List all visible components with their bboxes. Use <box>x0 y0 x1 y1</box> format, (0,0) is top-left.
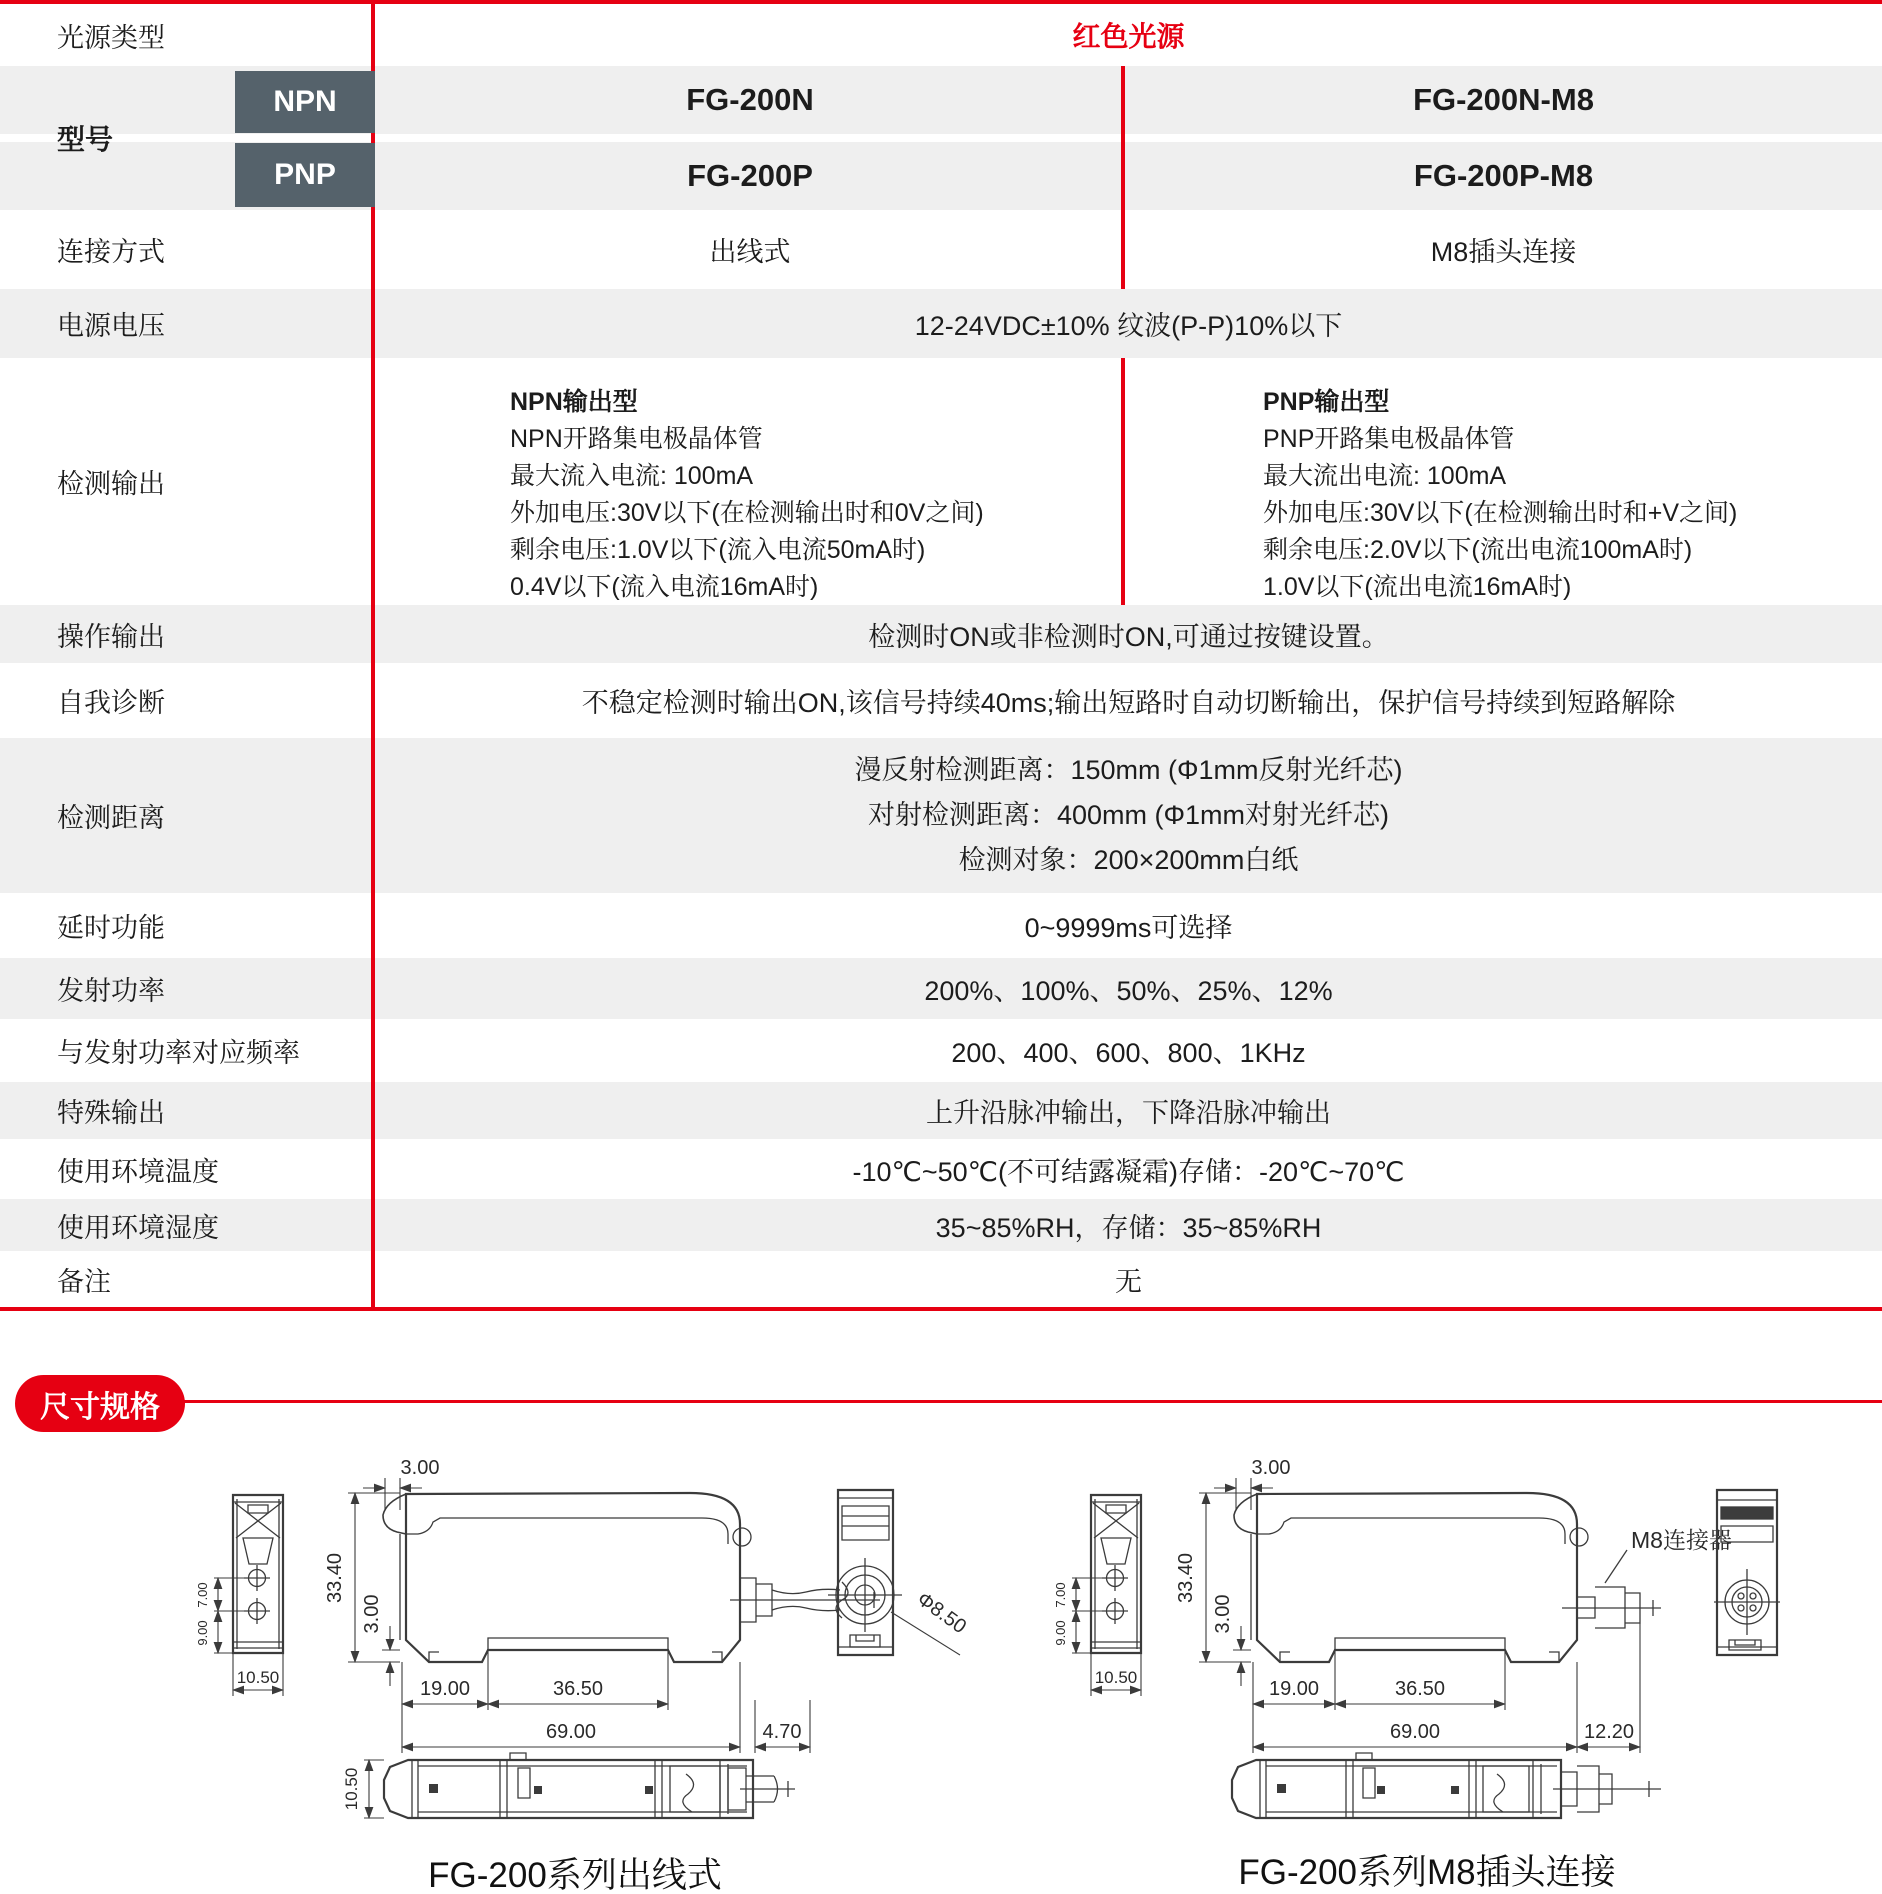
rear-view <box>828 1490 970 1655</box>
row-temperature <box>0 1139 1882 1199</box>
dim-hole-bottom: 9.00 <box>1053 1620 1068 1646</box>
table-column-divider-upper <box>1121 66 1125 289</box>
caption-wire-type: FG-200系列出线式 <box>428 1856 722 1894</box>
emission-value: 200%、100%、50%、25%、12% <box>924 976 1333 1006</box>
row-label: 电源电压 <box>57 311 165 341</box>
drawing-wire-type <box>150 1450 1030 1850</box>
row-emission <box>0 958 1882 1019</box>
table-column-divider-lower <box>1121 358 1125 605</box>
table-top-border <box>0 0 1882 4</box>
dim-rail-height: 3.00 <box>1212 1594 1234 1634</box>
row-diagnosis <box>0 663 1882 738</box>
row-model <box>0 66 1882 210</box>
row-label: 型号 <box>57 124 114 155</box>
m8-connector-label: M8连接器 <box>1631 1527 1732 1553</box>
npn-line: 0.4V以下(流入电流16mA时) <box>510 573 819 601</box>
row-label: 操作输出 <box>57 621 165 652</box>
pnp-output-block <box>1125 358 1882 605</box>
caption-m8-type: FG-200系列M8插头连接 <box>1238 1853 1616 1892</box>
row-label: 检测输出 <box>57 469 165 499</box>
npn-line: NPN开路集电极晶体管 <box>510 425 763 453</box>
row-humidity <box>0 1199 1882 1251</box>
dim-gland-length: 4.70 <box>762 1721 802 1743</box>
dim-total-length: 69.00 <box>545 1721 597 1743</box>
dim-hole-pitch: 7.00 <box>195 1582 210 1608</box>
power-value: 12-24VDC±10% 纹波(P-P)10%以下 <box>914 311 1343 341</box>
distance-line: 漫反射检测距离：150mm (Φ1mm反射光纤芯) <box>854 755 1403 785</box>
dim-top-offset: 3.00 <box>400 1457 440 1479</box>
dim-connector-length: 12.20 <box>1583 1721 1635 1743</box>
distance-value <box>375 738 1882 893</box>
dim-cable-diameter: Φ8.50 <box>912 1588 971 1639</box>
row-label: 发射功率 <box>57 976 165 1006</box>
dim-top-offset: 3.00 <box>1251 1457 1291 1479</box>
remark-value: 无 <box>1115 1266 1142 1297</box>
row-label: 检测距离 <box>57 803 165 833</box>
table-bottom-border <box>0 1307 1882 1311</box>
connection-right: M8插头连接 <box>1430 237 1577 267</box>
dim-notch-width: 36.50 <box>1394 1678 1446 1700</box>
dim-hole-bottom: 9.00 <box>195 1620 210 1646</box>
row-label: 备注 <box>57 1266 111 1297</box>
delay-value: 0~9999ms可选择 <box>1024 913 1233 943</box>
row-light-source <box>0 4 1882 66</box>
pnp-line: 外加电压:30V以下(在检测输出时和+V之间) <box>1263 499 1738 527</box>
row-label: 自我诊断 <box>57 688 165 718</box>
npn-block-title: NPN输出型 <box>510 388 638 416</box>
dim-hole-pitch: 7.00 <box>1053 1582 1068 1608</box>
side-view <box>195 1495 283 1696</box>
connection-left: 出线式 <box>709 237 791 267</box>
operation-value: 检测时ON或非检测时ON,可通过按键设置。 <box>868 621 1389 652</box>
pnp-line: 1.0V以下(流出电流16mA时) <box>1263 573 1572 601</box>
diagnosis-value: 不稳定检测时输出ON,该信号持续40ms;输出短路时自动切断输出，保护信号持续到短路解除 <box>581 688 1676 718</box>
pnp-line: PNP开路集电极晶体管 <box>1263 425 1515 453</box>
side-view <box>1053 1495 1141 1696</box>
section-title: 尺寸规格 <box>40 1390 160 1424</box>
dim-rail-height: 3.00 <box>361 1594 383 1634</box>
row-label: 使用环境湿度 <box>57 1212 219 1243</box>
dim-notch-left: 19.00 <box>1268 1678 1320 1700</box>
front-view <box>1175 1457 1732 1753</box>
row-label: 光源类型 <box>57 22 165 53</box>
model-npn-m8: FG-200N-M8 <box>1413 82 1594 117</box>
light-source-value: 红色光源 <box>1072 21 1185 52</box>
front-view <box>324 1457 880 1753</box>
row-frequency <box>0 1019 1882 1082</box>
bottom-view <box>342 1753 795 1818</box>
row-remark <box>0 1251 1882 1307</box>
row-label: 延时功能 <box>57 913 165 943</box>
dim-side-width: 10.50 <box>1094 1668 1138 1687</box>
dim-notch-left: 19.00 <box>419 1678 471 1700</box>
row-label: 与发射功率对应频率 <box>57 1038 300 1068</box>
section-title-badge <box>15 1375 185 1432</box>
npn-line: 外加电压:30V以下(在检测输出时和0V之间) <box>510 499 984 527</box>
frequency-value: 200、400、600、800、1KHz <box>951 1038 1306 1068</box>
distance-line: 对射检测距离：400mm (Φ1mm对射光纤芯) <box>867 800 1390 830</box>
model-pnp-m8: FG-200P-M8 <box>1413 158 1594 193</box>
model-pnp-wire: FG-200P <box>687 158 813 193</box>
section-rule <box>183 1400 1882 1403</box>
npn-line: 剩余电压:1.0V以下(流入电流50mA时) <box>510 536 926 564</box>
dim-notch-width: 36.50 <box>552 1678 604 1700</box>
row-power <box>0 289 1882 358</box>
temperature-value: -10℃~50℃(不可结露凝霜)存储：-20℃~70℃ <box>852 1156 1405 1187</box>
rear-view <box>1714 1490 1780 1655</box>
bottom-view-dims <box>364 1760 384 1818</box>
detect-columns <box>375 358 1882 605</box>
model-npn-wire: FG-200N <box>686 82 814 117</box>
row-connection <box>0 210 1882 289</box>
dim-body-height: 33.40 <box>1175 1552 1197 1604</box>
front-view-dims <box>1199 1478 1640 1753</box>
pnp-line: 最大流出电流: 100mA <box>1263 462 1507 490</box>
humidity-value: 35~85%RH，存储：35~85%RH <box>935 1212 1322 1243</box>
bottom-view <box>1232 1753 1661 1818</box>
special-value: 上升沿脉冲输出，下降沿脉冲输出 <box>926 1098 1331 1128</box>
row-label: 连接方式 <box>57 237 165 267</box>
row-operation <box>0 605 1882 663</box>
row-detect-output <box>0 358 1882 605</box>
pnp-tag: PNP <box>235 143 375 207</box>
drawing-m8-type <box>1001 1450 1882 1850</box>
npn-line: 最大流入电流: 100mA <box>510 462 754 490</box>
dim-body-height: 33.40 <box>324 1552 346 1604</box>
npn-tag: NPN <box>235 71 375 133</box>
row-distance <box>0 738 1882 893</box>
dim-side-width: 10.50 <box>236 1668 280 1687</box>
row-special <box>0 1082 1882 1139</box>
dim-total-length: 69.00 <box>1389 1721 1441 1743</box>
row-label: 特殊输出 <box>57 1098 165 1128</box>
dim-body-thickness: 10.50 <box>342 1767 361 1811</box>
row-label: 使用环境温度 <box>57 1156 219 1187</box>
npn-output-block <box>375 358 1125 605</box>
pnp-line: 剩余电压:2.0V以下(流出电流100mA时) <box>1263 536 1693 564</box>
row-delay <box>0 893 1882 958</box>
distance-line: 检测对象：200×200mm白纸 <box>958 845 1299 875</box>
pnp-block-title: PNP输出型 <box>1263 388 1390 416</box>
